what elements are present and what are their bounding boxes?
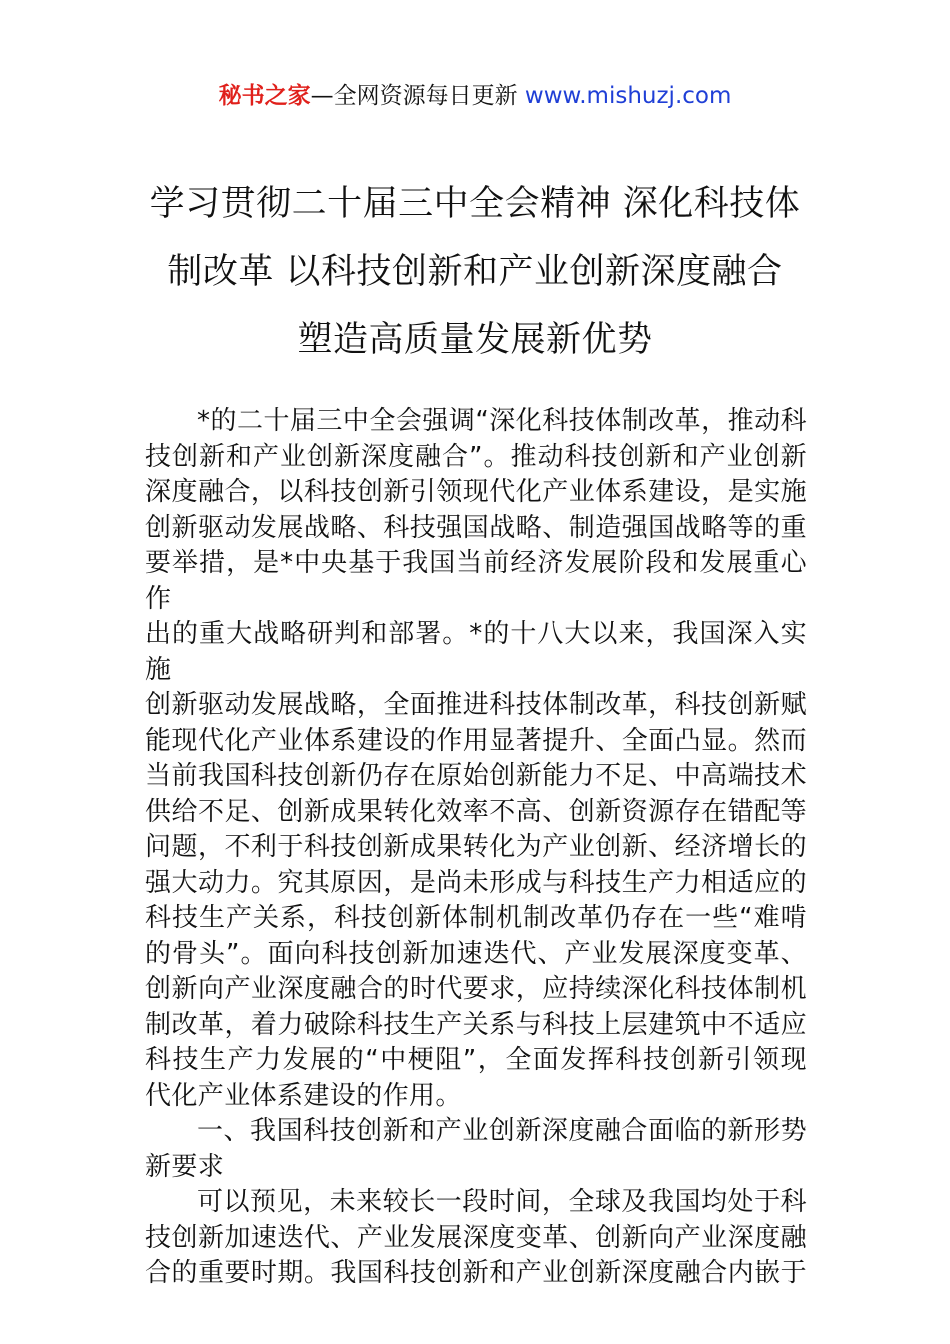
document-body <box>145 404 807 1292</box>
paragraph <box>145 1114 807 1185</box>
paragraph-line: 深度融合，以科技创新引领现代化产业体系建设，是实施 <box>145 477 807 507</box>
site-url-link[interactable]: www.mishuzj.com <box>524 83 732 109</box>
paragraph-line: 创新驱动发展战略，全面推进科技体制改革，科技创新赋 <box>145 690 807 720</box>
paragraph-line: 创新驱动发展战略、科技强国战略、制造强国战略等的重 <box>145 512 807 543</box>
paragraph <box>145 1185 807 1292</box>
paragraph-line: *的二十届三中全会强调“深化科技体制改革，推动科 <box>197 406 807 436</box>
paragraph-line: 问题，不利于科技创新成果转化为产业创新、经济增长的 <box>145 832 807 862</box>
paragraph-line: 强大动力。究其原因，是尚未形成与科技生产力相适应的 <box>145 867 807 898</box>
paragraph-line: 创新向产业深度融合的时代要求，应持续深化科技体制机 <box>145 974 807 1004</box>
paragraph-line: 合的重要时期。我国科技创新和产业创新深度融合内嵌于 <box>145 1258 807 1288</box>
paragraph-line: 技创新加速迭代、产业发展深度变革、创新向产业深度融 <box>145 1222 807 1253</box>
paragraph-line: 制改革，着力破除科技生产关系与科技上层建筑中不适应 <box>145 1009 807 1040</box>
title-line: 塑造高质量发展新优势 <box>297 320 653 360</box>
paragraph-line: 科技生产力发展的“中梗阻”，全面发挥科技创新引领现 <box>145 1045 807 1075</box>
paragraph-line: 可以预见，未来较长一段时间，全球及我国均处于科 <box>197 1187 807 1217</box>
header-tagline: —全网资源每日更新 <box>310 83 525 109</box>
paragraph-line: 科技生产关系，科技创新体制机制改革仍存在一些“难啃 <box>145 903 807 933</box>
paragraph-line: 当前我国科技创新仍存在原始创新能力不足、中高端技术 <box>145 761 807 791</box>
paragraph-line: 新要求 <box>145 1151 225 1182</box>
site-header <box>0 80 950 112</box>
title-line: 学习贯彻二十届三中全会精神 深化科技体 <box>149 184 801 224</box>
paragraph-line: 的骨头”。面向科技创新加速迭代、产业发展深度变革、 <box>145 938 807 969</box>
document-title <box>0 170 950 374</box>
paragraph <box>145 404 807 1114</box>
brand-name: 秘书之家 <box>218 83 311 109</box>
title-line: 制改革 以科技创新和产业创新深度融合 <box>167 252 783 292</box>
paragraph-line: 技创新和产业创新深度融合”。推动科技创新和产业创新 <box>145 441 807 472</box>
paragraph-line: 供给不足、创新成果转化效率不高、创新资源存在错配等 <box>145 796 807 827</box>
paragraph-line: 能现代化产业体系建设的作用显著提升、全面凸显。然而 <box>145 725 807 756</box>
paragraph-line: 出的重大战略研判和部署。*的十八大以来，我国深入实施 <box>145 619 807 685</box>
paragraph-line: 代化产业体系建设的作用。 <box>145 1080 462 1111</box>
paragraph-line: 要举措，是*中央基于我国当前经济发展阶段和发展重心作 <box>145 548 807 614</box>
paragraph-line: 一、我国科技创新和产业创新深度融合面临的新形势 <box>197 1116 807 1146</box>
